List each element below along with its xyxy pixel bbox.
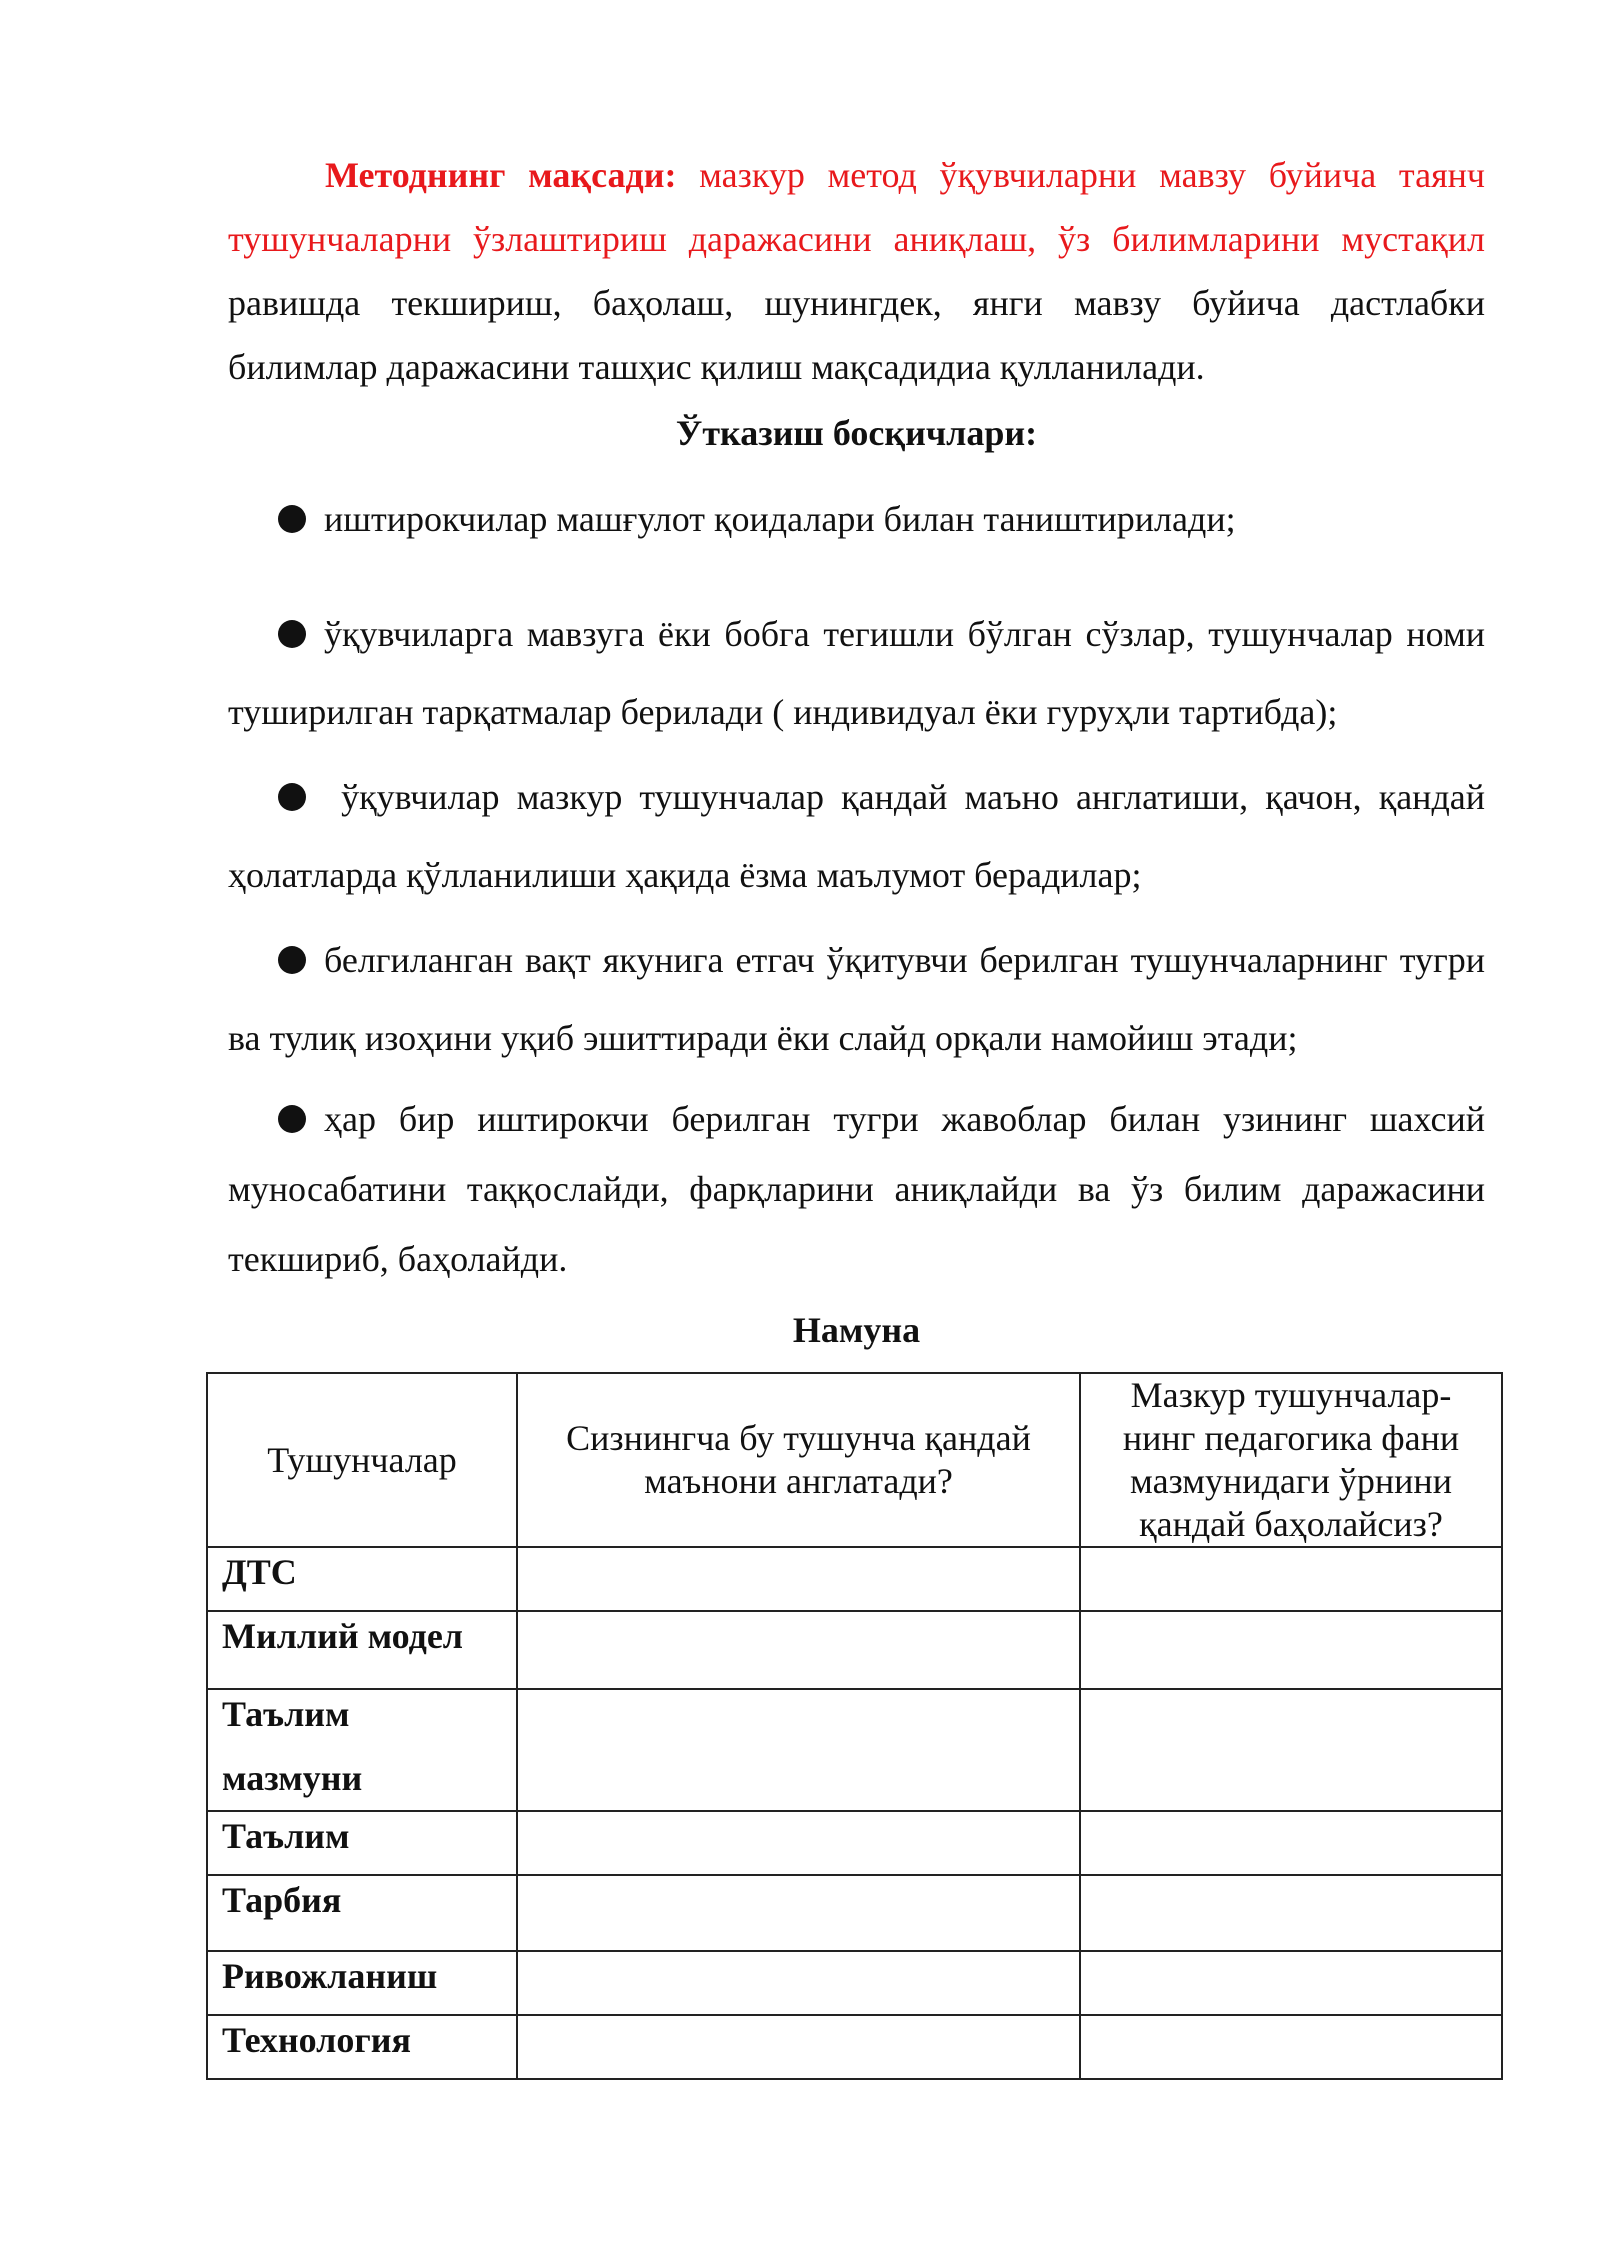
role-cell[interactable] — [1080, 1547, 1502, 1611]
table-row — [207, 1811, 1502, 1875]
term-cell — [207, 1811, 517, 1875]
meaning-cell[interactable] — [517, 1689, 1080, 1811]
term-label: Миллий модел — [222, 1616, 463, 1656]
table-row — [207, 1547, 1502, 1611]
concepts-table — [206, 1372, 1503, 2080]
header-role: Мазкур тушунчалар-нинг педагогика фани мазмунидаги ўрнини қандай баҳолайсиз? — [1080, 1373, 1502, 1547]
table-row — [207, 1611, 1502, 1689]
bullet-icon — [278, 505, 306, 533]
step-text: белгиланган вақт якунига етгач ўқитувчи берилган тушунчаларнинг тугри ва тулиқ изоҳини уқиб эшиттиради ёки слайд орқали намойиш этади; — [228, 940, 1485, 1058]
term-label: Таълим мазмуни — [222, 1694, 363, 1798]
sample-heading: Намуна — [792, 1310, 921, 1350]
table-row — [207, 1951, 1502, 2015]
meaning-cell[interactable] — [517, 1951, 1080, 2015]
term-label: Ривожланиш — [222, 1956, 438, 1996]
term-label: Тарбия — [222, 1880, 342, 1920]
step-item — [228, 1084, 1485, 1294]
meaning-cell[interactable] — [517, 1875, 1080, 1951]
table-header-row — [207, 1373, 1502, 1547]
table-row — [207, 2015, 1502, 2079]
term-cell — [207, 1951, 517, 2015]
role-cell[interactable] — [1080, 1875, 1502, 1951]
bullet-icon — [278, 620, 306, 648]
steps-heading: Ўтказиш босқичлари: — [675, 413, 1038, 453]
bullet-icon — [278, 946, 306, 974]
step-item — [228, 480, 1485, 558]
step-text: ўқувчилар мазкур тушунчалар қандай маъно англатиши, қачон, қандай ҳолатларда қўлланилиши ҳақида ёзма маълумот берадилар; — [228, 777, 1485, 895]
table-row — [207, 1875, 1502, 1951]
role-cell[interactable] — [1080, 2015, 1502, 2079]
bullet-icon — [278, 783, 306, 811]
term-cell — [207, 1611, 517, 1689]
method-goal-label: Методнинг мақсади: — [325, 155, 677, 195]
step-item — [228, 595, 1485, 751]
step-text: ҳар бир иштирокчи берилган тугри жавоблар билан узининг шахсий муносабатини таққослайди, фарқларини аниқлайди ва ўз билим даражасини текшириб, баҳолайди. — [228, 1099, 1485, 1279]
term-cell — [207, 1875, 517, 1951]
term-cell — [207, 1547, 517, 1611]
term-cell — [207, 1689, 517, 1811]
term-label: ДТС — [222, 1552, 297, 1592]
role-cell[interactable] — [1080, 1611, 1502, 1689]
meaning-cell[interactable] — [517, 1547, 1080, 1611]
step-item — [228, 758, 1485, 914]
term-cell — [207, 2015, 517, 2079]
role-cell[interactable] — [1080, 1811, 1502, 1875]
bullet-icon — [278, 1105, 306, 1133]
term-label: Таълим — [222, 1816, 350, 1856]
step-text: ўқувчиларга мавзуга ёки бобга тегишли бўлган сўзлар, тушунчалар номи туширилган тарқатмалар берилади ( индивидуал ёки гуруҳли тартибда); — [228, 614, 1485, 732]
meaning-cell[interactable] — [517, 1611, 1080, 1689]
method-goal-red-text: мазкур метод ўқувчиларни мавзу буйича таянч тушунчаларни ўзлаштириш даражасини аниқлаш, ўз билимларини мустақил — [228, 155, 1486, 259]
method-goal-paragraph — [228, 143, 1485, 399]
step-text: иштирокчилар машғулот қоидалари билан таништирилади; — [324, 499, 1236, 539]
role-cell[interactable] — [1080, 1689, 1502, 1811]
term-label: Технология — [222, 2020, 411, 2060]
role-cell[interactable] — [1080, 1951, 1502, 2015]
step-item — [228, 921, 1485, 1077]
meaning-cell[interactable] — [517, 2015, 1080, 2079]
header-concepts: Тушунчалар — [207, 1373, 517, 1547]
meaning-cell[interactable] — [517, 1811, 1080, 1875]
header-meaning: Сизнингча бу тушунча қандай маънони англатади? — [517, 1373, 1080, 1547]
table-row — [207, 1689, 1502, 1811]
method-goal-text: равишда текшириш, баҳолаш, шунингдек, янги мавзу буйича дастлабки билимлар даражасини ташҳис қилиш мақсадидиа қулланилади. — [228, 283, 1485, 387]
